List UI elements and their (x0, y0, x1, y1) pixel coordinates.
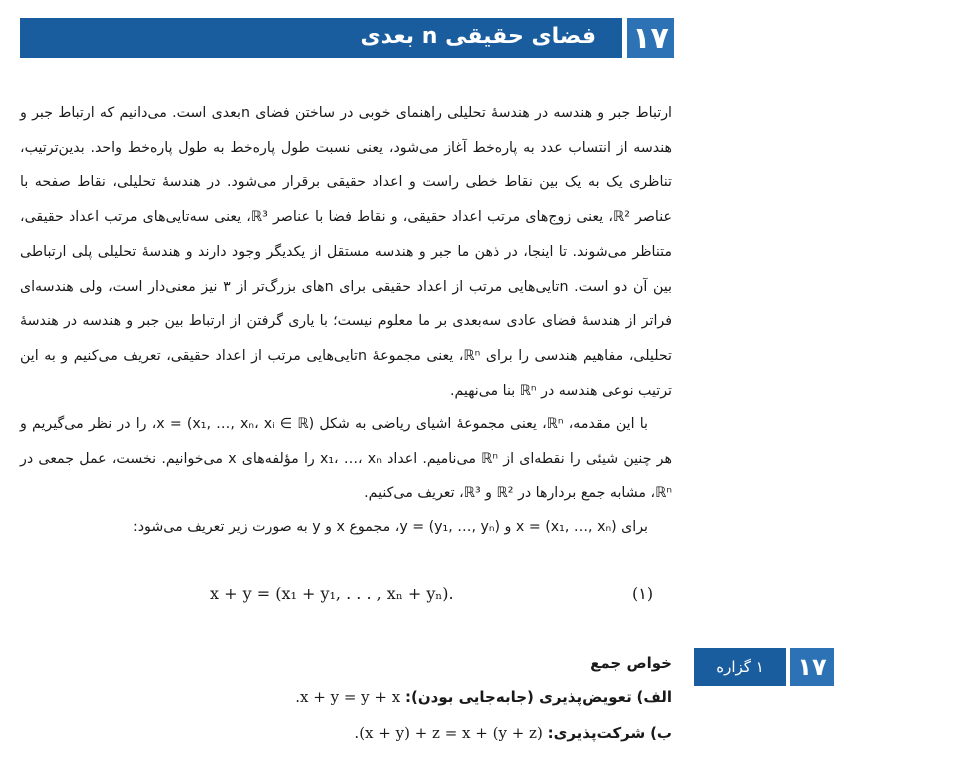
item-formula: .x + y = y + x (295, 688, 401, 706)
item-text: تعویض‌پذیری (جابه‌جایی بودن): (404, 688, 632, 706)
proposition-label: ۱ گزاره (694, 648, 786, 686)
item-label: الف) (636, 688, 672, 706)
chapter-number-badge: ۱۷ (627, 18, 674, 58)
intro-paragraph: ارتباط جبر و هندسه در هندسهٔ تحلیلی راهنمای خوبی در ساختن فضای nبعدی است. می‌دانیم که ارتباط جبر و هندسه از انتساب عدد به پاره‌خط آغاز می‌شود، یعنی نسبت طول پاره‌خط به طول پاره‌خط واحد. بدین‌ترتیب، تناظری یک به یک بین نقاط خطی راست و اعداد حقیقی برقرار می‌شود. در هندسهٔ تحلیلی، نقاط صفحه با عناصر ℝ²، یعنی زوج‌های مرتب اعداد حقیقی، و نقاط فضا با عناصر ℝ³، یعنی سه‌تایی‌های مرتب اعداد حقیقی، متناظر می‌شوند. تا اینجا، در ذهن ما جبر و هندسه مستقل از یکدیگر وجود دارند و هندسهٔ تحلیلی پلی ارتباطی بین آن دو است. nتایی‌هایی مرتب از اعداد حقیقی برای nهای بزرگ‌تر از ۳ نیز معنی‌دار است، ولی هندسه‌ای فراتر از هندسهٔ فضای عادی سه‌بعدی بر ما معلوم نیست؛ با یاری گرفتن از ارتباط بین جبر و هندسه در هندسهٔ تحلیلی، مفاهیم هندسی را برای ℝⁿ، یعنی مجموعهٔ nتایی‌هایی مرتب از اعداد حقیقی، تعریف می‌کنیم و به این ترتیب نوعی هندسه در ℝⁿ بنا می‌نهیم. (20, 105, 673, 399)
proposition-title: خواص جمع (590, 654, 672, 672)
item-label: ب) (650, 724, 672, 742)
equation-1 (20, 580, 672, 610)
proposition-chapter-badge: ۱۷ (790, 648, 834, 686)
second-paragraph: با این مقدمه، ℝⁿ، یعنی مجموعهٔ اشیای ریاضی به شکل (x = (x₁, …, xₙ، xᵢ ∈ ℝ، را در نظر می‌گیریم و هر چنین شیئی را نقطه‌ای از ℝⁿ می‌نامیم. اعداد x₁، …، xₙ را مؤلفه‌های x می‌خوانیم. نخست، عمل جمعی در ℝⁿ، مشابه جمع بردارها در ℝ² و ℝ³، تعریف می‌کنیم. (20, 416, 672, 502)
item-text: شرکت‌پذیری: (547, 724, 646, 742)
equation-number: (۱) (632, 584, 654, 603)
item-formula: .(x + y) + z = x + (y + z) (354, 724, 543, 742)
proposition-item-commutativity (295, 688, 672, 706)
equation-body: x + y = (x₁ + y₁, . . . , xₙ + yₙ). (210, 584, 454, 603)
proposition-item-associativity (354, 724, 672, 742)
chapter-title: فضای حقیقی n بعدی (360, 24, 596, 49)
chapter-header-bar (20, 18, 622, 58)
third-paragraph: برای (x = (x₁, …, xₙ و (y = (y₁, …, yₙ، مجموع x و y به صورت زیر تعریف می‌شود: (132, 519, 648, 535)
